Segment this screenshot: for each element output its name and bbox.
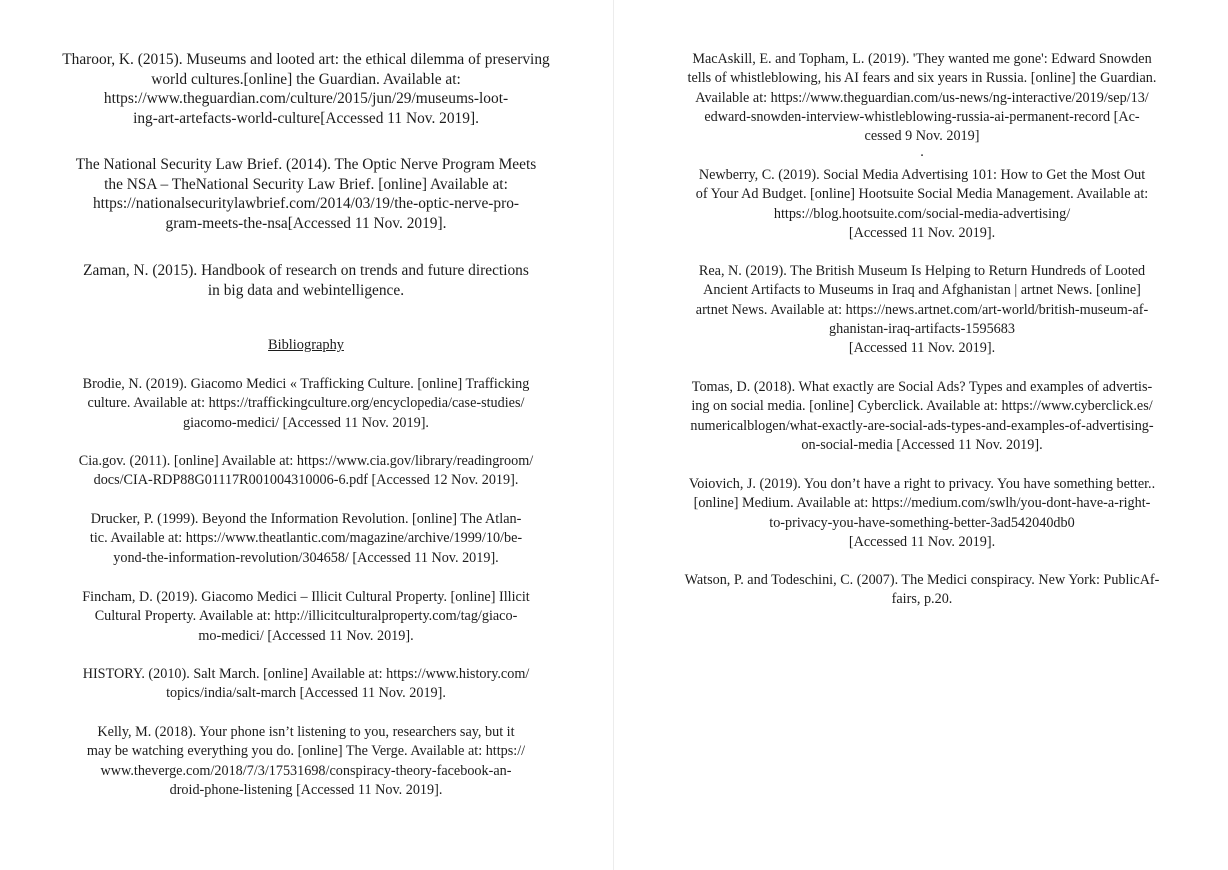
reference-line: Drucker, P. (1999). Beyond the Information Revolution. [online] The Atlan- (90, 511, 522, 527)
reference-line: [Accessed 11 Nov. 2019]. (848, 224, 996, 241)
reference-line: may be watching everything you do. [online] The Verge. Available at: https:// (86, 743, 526, 760)
reference-line: Cia.gov. (2011). [online] Available at: https://www.cia.gov/library/readingroom/ (78, 453, 534, 469)
reference-line: yond-the-information-revolution/304658/ [Accessed 11 Nov. 2019]. (113, 549, 499, 566)
reference-newberry (652, 166, 1192, 243)
left-page (0, 0, 613, 870)
reference-line: Ancient Artifacts to Museums in Iraq and Afghanistan | artnet News. [online] (703, 282, 1141, 299)
reference-line: of Your Ad Budget. [online] Hootsuite Social Media Management. Available at: (695, 186, 1149, 203)
reference-line: [Accessed 11 Nov. 2019]. (848, 533, 996, 550)
reference-line: world cultures.[online] the Guardian. Available at: (151, 70, 461, 88)
reference-line: tic. Available at: https://www.theatlantic.com/magazine/archive/1999/10/be- (89, 530, 523, 547)
reference-line: Tharoor, K. (2015). Museums and looted art: the ethical dilemma of preserving (62, 51, 550, 68)
reference-line: mo-medici/ [Accessed 11 Nov. 2019]. (198, 627, 414, 644)
bibliography-entry-history (46, 665, 566, 704)
reference-line: fairs, p.20. (891, 591, 953, 608)
reference-line: giacomo-medici/ [Accessed 11 Nov. 2019]. (183, 414, 429, 431)
reference-line: edward-snowden-interview-whistleblowing-russia-ai-permanent-record [Ac- (704, 108, 1140, 125)
reference-line: on-social-media [Accessed 11 Nov. 2019]. (801, 436, 1043, 453)
reference-voiovich (652, 475, 1192, 552)
reference-zaman (46, 261, 566, 300)
reference-line: Voiovich, J. (2019). You don’t have a right to privacy. You have something better.. (688, 476, 1156, 492)
right-page (614, 0, 1228, 870)
reference-line: HISTORY. (2010). Salt March. [online] Available at: https://www.history.com/ (82, 666, 530, 682)
reference-line: Zaman, N. (2015). Handbook of research on trends and future directions (83, 262, 529, 279)
reference-line: The National Security Law Brief. (2014). The Optic Nerve Program Meets (75, 156, 537, 173)
reference-macaskill (652, 50, 1192, 161)
bibliography-entry-cia (46, 452, 566, 491)
reference-line: https://www.theguardian.com/culture/2015/jun/29/museums-loot- (103, 90, 509, 107)
reference-line: cessed 9 Nov. 2019] (864, 128, 980, 145)
reference-line: ing on social media. [online] Cyberclick. Available at: https://www.cyberclick.es/ (691, 398, 1153, 415)
reference-line: [online] Medium. Available at: https://medium.com/swlh/you-dont-have-a-right- (693, 495, 1151, 512)
bibliography-entry-drucker (46, 510, 566, 568)
reference-line: tells of whistleblowing, his AI fears and six years in Russia. [online] the Guardian. (687, 70, 1157, 87)
reference-watson (652, 571, 1192, 610)
reference-line: https://nationalsecuritylawbrief.com/2014/03/19/the-optic-nerve-pro- (92, 195, 520, 212)
reference-line: Watson, P. and Todeschini, C. (2007). The Medici conspiracy. New York: PublicAf- (684, 572, 1160, 588)
reference-line: the NSA – TheNational Security Law Brief. [online] Available at: (104, 175, 508, 193)
reference-line: topics/india/salt-march [Accessed 11 Nov. 2019]. (166, 685, 446, 702)
reference-line: droid-phone-listening [Accessed 11 Nov. 2019]. (169, 781, 443, 798)
reference-line: docs/CIA-RDP88G01117R001004310006-6.pdf [Accessed 12 Nov. 2019]. (93, 472, 519, 489)
reference-line: ing-art-artefacts-world-culture[Accessed 11 Nov. 2019]. (133, 109, 479, 127)
reference-line: gram-meets-the-nsa[Accessed 11 Nov. 2019]. (165, 214, 447, 232)
reference-line: . (920, 144, 924, 161)
reference-line: Rea, N. (2019). The British Museum Is Helping to Return Hundreds of Looted (698, 263, 1146, 279)
reference-line: Cultural Property. Available at: http://illicitculturalproperty.com/tag/giaco- (94, 608, 518, 625)
reference-line: Tomas, D. (2018). What exactly are Social Ads? Types and examples of advertis- (691, 379, 1153, 395)
bibliography-entry-brodie (46, 375, 566, 433)
bibliography-heading: Bibliography (268, 337, 344, 353)
reference-national-security-law-brief (46, 155, 566, 233)
reference-line: culture. Available at: https://traffickingculture.org/encyclopedia/case-studies/ (87, 395, 525, 412)
reference-tomas (652, 378, 1192, 455)
reference-rea (652, 262, 1192, 358)
reference-line: Available at: https://www.theguardian.com/us-news/ng-interactive/2019/sep/13/ (695, 89, 1149, 106)
bibliography-entry-kelly (46, 723, 566, 800)
reference-line: https://blog.hootsuite.com/social-media-advertising/ (773, 205, 1071, 222)
reference-line: Brodie, N. (2019). Giacomo Medici « Trafficking Culture. [online] Trafficking (82, 376, 530, 392)
reference-line: www.theverge.com/2018/7/3/17531698/conspiracy-theory-facebook-an- (100, 762, 512, 779)
reference-line: to-privacy-you-have-something-better-3ad542040db0 (769, 514, 1075, 531)
reference-tharoor (46, 50, 566, 128)
reference-line: [Accessed 11 Nov. 2019]. (848, 340, 996, 357)
reference-line: in big data and webintelligence. (207, 281, 405, 299)
reference-line: numericalblogen/what-exactly-are-social-ads-types-and-examples-of-advertising- (690, 417, 1154, 434)
reference-line: Newberry, C. (2019). Social Media Advertising 101: How to Get the Most Out (698, 167, 1146, 183)
bibliography-entry-fincham (46, 588, 566, 646)
reference-line: artnet News. Available at: https://news.artnet.com/art-world/british-museum-af- (695, 301, 1149, 318)
reference-line: Fincham, D. (2019). Giacomo Medici – Illicit Cultural Property. [online] Illicit (82, 589, 530, 605)
reference-line: Kelly, M. (2018). Your phone isn’t listening to you, researchers say, but it (97, 724, 515, 740)
reference-line: ghanistan-iraq-artifacts-1595683 (829, 320, 1015, 337)
reference-line: MacAskill, E. and Topham, L. (2019). 'They wanted me gone': Edward Snowden (692, 51, 1152, 67)
